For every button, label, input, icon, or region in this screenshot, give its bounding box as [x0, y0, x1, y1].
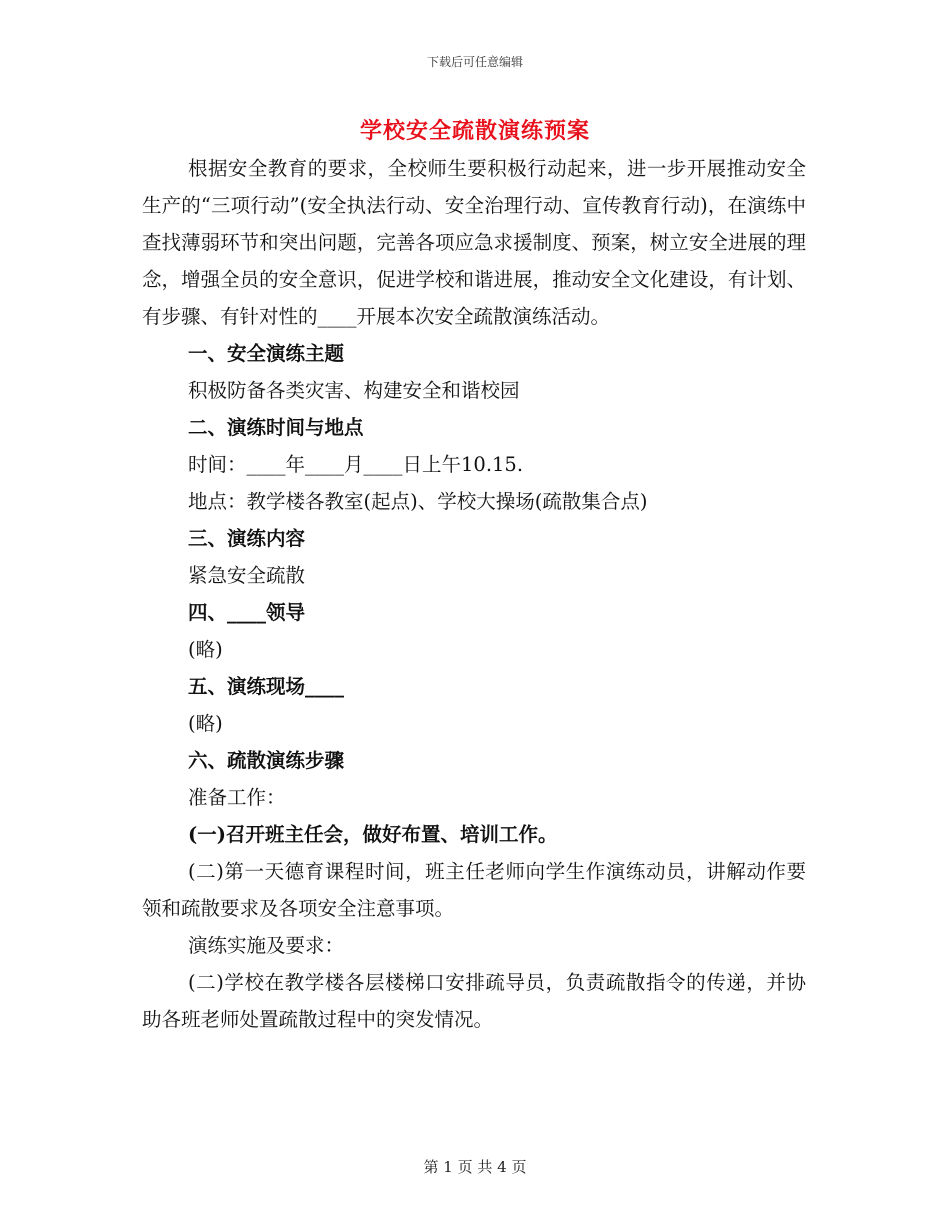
section-3-text: 紧急安全疏散: [188, 564, 306, 587]
prep-item-1: (一)召开班主任会，做好布置、培训工作。: [188, 823, 558, 846]
intro-paragraph: 根据安全教育的要求，全校师生要积极行动起来，进一步开展推动安全生产的“三项行动”(安全执法行动、安全治理行动、宣传教育行动)，在演练中查找薄弱环节和突出问题，完善各项应急求援制度、预案，树立安全进展的理念，增强全员的安全意识，促进学校和谐进展，推动安全文化建设，有计划、有步骤、有针对性的____开展本次安全疏散演练活动。: [142, 157, 806, 328]
document-title: 学校安全疏散演练预案: [359, 118, 590, 144]
section-2-place: 地点：教学楼各教室(起点)、学校大操场(疏散集合点): [188, 490, 648, 513]
section-6-heading: 六、疏散演练步骤: [188, 749, 345, 772]
document-body: [142, 150, 806, 1038]
impl-label: 演练实施及要求：: [188, 934, 345, 957]
section-3-heading: 三、演练内容: [188, 527, 306, 550]
header-note: 下载后可任意编辑: [426, 55, 523, 69]
section-2-heading: 二、演练时间与地点: [188, 416, 364, 439]
impl-item-1: (二)学校在教学楼各层楼梯口安排疏导员，负责疏散指令的传递，并协助各班老师处置疏散过程中的突发情况。: [142, 971, 806, 1031]
section-4-heading: 四、____领导: [188, 601, 306, 624]
page-footer: 第 1 页 共 4 页: [423, 1158, 527, 1176]
section-4-text: (略): [188, 638, 223, 661]
prep-label: 准备工作：: [188, 786, 286, 809]
section-5-heading: 五、演练现场____: [188, 675, 345, 698]
section-1-heading: 一、安全演练主题: [188, 342, 345, 365]
section-2-time: 时间：____年____月____日上午10.15.: [188, 453, 524, 476]
section-1-text: 积极防备各类灾害、构建安全和谐校园: [188, 379, 520, 402]
section-5-text: (略): [188, 712, 223, 735]
prep-item-2: (二)第一天德育课程时间，班主任老师向学生作演练动员，讲解动作要领和疏散要求及各项安全注意事项。: [142, 860, 806, 920]
